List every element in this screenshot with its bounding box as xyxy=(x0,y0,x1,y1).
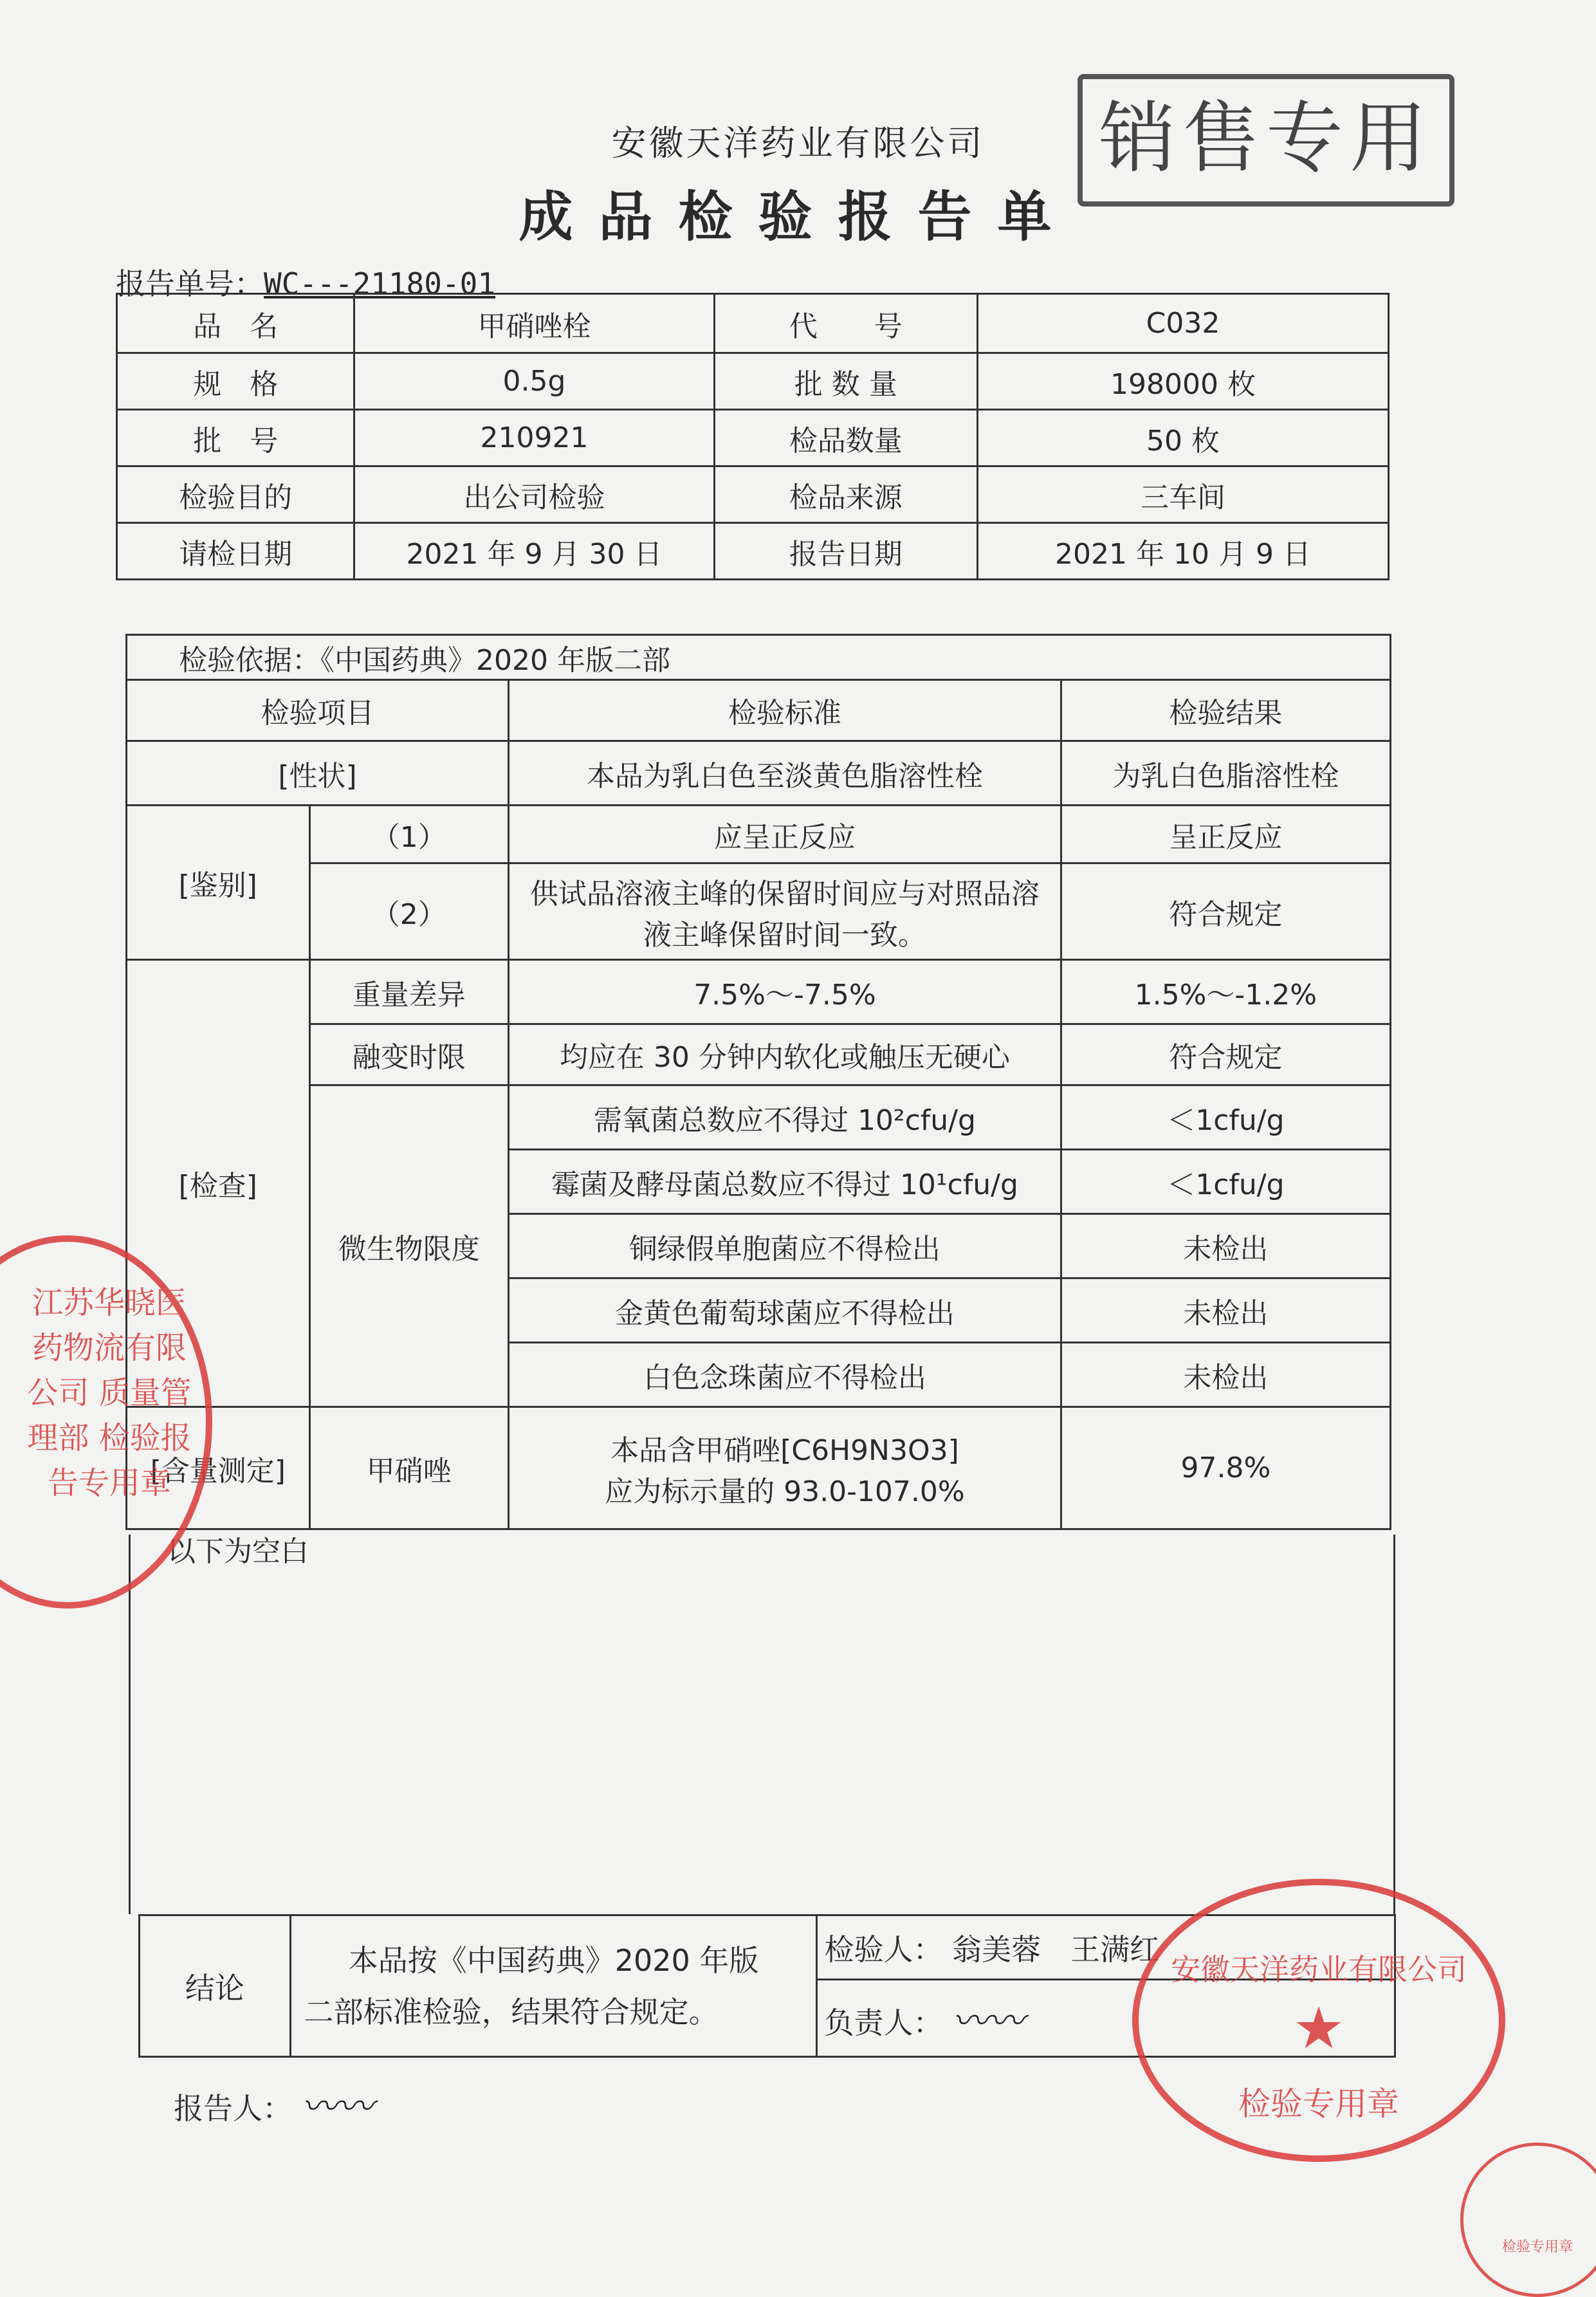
company-name: 安徽天洋药业有限公司 xyxy=(611,123,985,163)
microbial-standard: 需氧菌总数应不得过 10²cfu/g xyxy=(509,1085,1061,1150)
weight-variation-result: 1.5%～-1.2% xyxy=(1061,960,1390,1024)
star-icon: ★ xyxy=(1292,1995,1345,2062)
info-table xyxy=(116,293,1390,580)
table-row xyxy=(127,863,1391,960)
assay-standard xyxy=(509,1407,1061,1529)
purpose-value: 出公司检验 xyxy=(354,466,714,523)
name-value: 甲硝唑栓 xyxy=(354,294,714,353)
identification-result2: 符合规定 xyxy=(1061,863,1390,960)
table-row xyxy=(117,466,1389,523)
responsible-label: 负责人： xyxy=(824,2005,943,2040)
inspection-seal-label: 检验专用章 xyxy=(1238,2085,1399,2123)
appearance-item: [性状] xyxy=(127,741,509,806)
source-label: 检品来源 xyxy=(714,466,977,523)
batch-qty-label: 批 数 量 xyxy=(714,353,977,410)
table-row xyxy=(117,410,1389,466)
weight-variation-label: 重量差异 xyxy=(309,960,509,1024)
microbial-standard: 金黄色葡萄球菌应不得检出 xyxy=(509,1278,1061,1343)
table-row xyxy=(127,806,1391,863)
left-seal-text: 江苏华晓医药物流有限公司 质量管理部 检验报告专用章 xyxy=(27,1285,192,1501)
table-row xyxy=(117,523,1389,580)
spec-value: 0.5g xyxy=(354,353,714,410)
table-row xyxy=(127,635,1391,680)
inspection-seal xyxy=(1132,1879,1505,2162)
microbial-standard: 霉菌及酵母菌总数应不得过 10¹cfu/g xyxy=(509,1150,1061,1214)
microbial-result: 未检出 xyxy=(1061,1278,1390,1343)
report-date-value: 2021 年 10 月 9 日 xyxy=(977,523,1388,580)
identification-standard1: 应呈正反应 xyxy=(509,806,1061,863)
code-value: C032 xyxy=(977,294,1388,353)
request-date-value: 2021 年 9 月 30 日 xyxy=(354,523,714,580)
identification-sub1: （1） xyxy=(309,806,509,863)
header-result: 检验结果 xyxy=(1061,680,1390,741)
name-label: 品 名 xyxy=(117,294,354,353)
microbial-result: ＜1cfu/g xyxy=(1061,1085,1390,1150)
batch-qty-value: 198000 枚 xyxy=(977,353,1388,410)
conclusion-label: 结论 xyxy=(140,1915,291,2057)
blank-note: 以下为空白 xyxy=(167,1535,309,1568)
assay-standard-line1: 本品含甲硝唑[C6H9N3O3] xyxy=(610,1434,959,1467)
purpose-label: 检验目的 xyxy=(117,466,354,523)
assay-result: 97.8% xyxy=(1061,1407,1390,1529)
microbial-result: 未检出 xyxy=(1061,1214,1390,1278)
microbial-result: ＜1cfu/g xyxy=(1061,1150,1390,1214)
appearance-standard: 本品为乳白色至淡黄色脂溶性栓 xyxy=(509,741,1061,806)
table-row xyxy=(127,1085,1391,1150)
assay-item: [含量测定] xyxy=(127,1407,310,1529)
microbial-standard: 白色念珠菌应不得检出 xyxy=(509,1343,1061,1407)
table-row xyxy=(127,960,1391,1024)
microbial-limit-label: 微生物限度 xyxy=(309,1085,509,1407)
responsible-signature: 〰〰 xyxy=(952,2000,1025,2042)
table-row xyxy=(117,353,1389,410)
report-number-value: WC---21180-01 xyxy=(264,266,496,301)
inspection-seal-company: 安徽天洋药业有限公司 xyxy=(1171,1952,1467,1987)
table-row xyxy=(117,294,1389,353)
melting-time-label: 融变时限 xyxy=(309,1024,509,1085)
blank-area xyxy=(129,1535,1395,1914)
conclusion-text-line2: 二部标准检验，结果符合规定。 xyxy=(304,1994,719,2029)
conclusion-text xyxy=(290,1915,817,2057)
identification-standard2: 供试品溶液主峰的保留时间应与对照品溶液主峰保留时间一致。 xyxy=(509,863,1061,960)
lot-value: 210921 xyxy=(354,410,714,466)
report-number-label: 报告单号： xyxy=(116,266,264,301)
reporter-label: 报告人： xyxy=(174,2091,292,2126)
code-label: 代 号 xyxy=(714,294,977,353)
request-date-label: 请检日期 xyxy=(117,523,354,580)
weight-variation-standard: 7.5%～-7.5% xyxy=(509,960,1061,1024)
microbial-standard: 铜绿假单胞菌应不得检出 xyxy=(509,1214,1061,1278)
small-seal-text: 检验专用章 xyxy=(1501,2239,1573,2255)
lot-label: 批 号 xyxy=(117,410,354,466)
check-item: [检查] xyxy=(127,960,310,1407)
table-row xyxy=(127,1407,1391,1529)
inspector-names: 翁美蓉 王满红 xyxy=(952,1932,1160,1967)
identification-result1: 呈正反应 xyxy=(1061,806,1390,863)
table-row xyxy=(127,741,1391,806)
header-standard: 检验标准 xyxy=(509,680,1061,741)
reporter xyxy=(174,2078,374,2130)
conclusion-text-line1: 本品按《中国药典》2020 年版 xyxy=(348,1942,759,1978)
header-item: 检验项目 xyxy=(127,680,509,741)
appearance-result: 为乳白色脂溶性栓 xyxy=(1061,741,1390,806)
assay-standard-line2: 应为标示量的 93.0-107.0% xyxy=(605,1475,965,1508)
identification-item: [鉴别] xyxy=(127,806,310,960)
spec-label: 规 格 xyxy=(117,353,354,410)
sale-stamp: 销售专用 xyxy=(1078,74,1454,207)
reporter-signature: 〰〰 xyxy=(301,2086,374,2128)
report-date-label: 报告日期 xyxy=(714,523,977,580)
small-corner-seal xyxy=(1460,2143,1596,2297)
table-row xyxy=(127,1024,1391,1085)
source-value: 三车间 xyxy=(977,466,1388,523)
inspector-label: 检验人： xyxy=(824,1932,943,1967)
melting-time-standard: 均应在 30 分钟内软化或触压无硬心 xyxy=(509,1024,1061,1085)
inspection-basis: 检验依据：《中国药典》2020 年版二部 xyxy=(127,635,1391,680)
microbial-result: 未检出 xyxy=(1061,1343,1390,1407)
identification-sub2: （2） xyxy=(309,863,509,960)
assay-sub: 甲硝唑 xyxy=(309,1407,509,1529)
melting-time-result: 符合规定 xyxy=(1061,1024,1390,1085)
sample-qty-value: 50 枚 xyxy=(977,410,1388,466)
sample-qty-label: 检品数量 xyxy=(714,410,977,466)
document-title: 成品检验报告单 xyxy=(518,185,1078,248)
tests-table xyxy=(125,634,1391,1530)
table-row xyxy=(127,680,1391,741)
